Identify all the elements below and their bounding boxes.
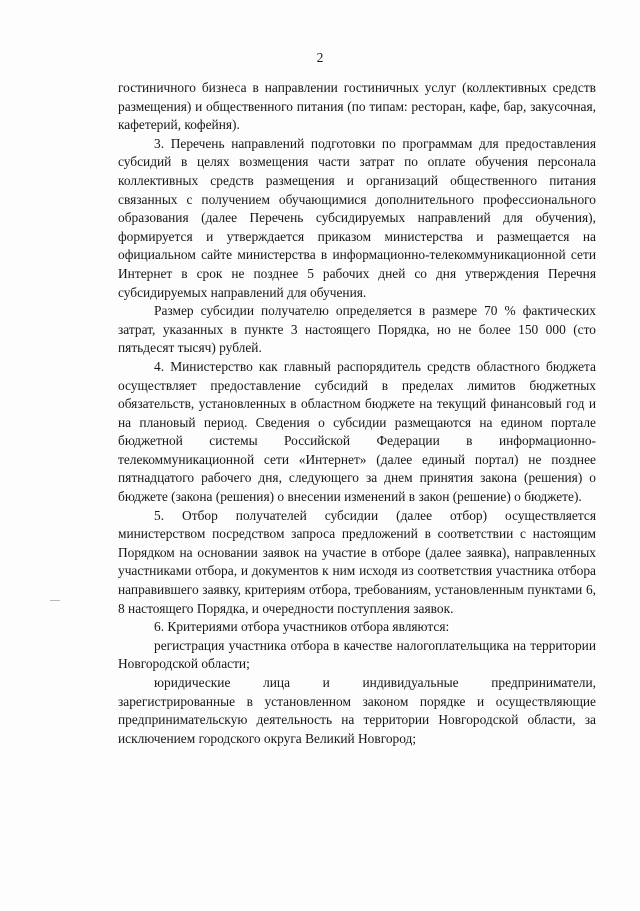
paragraph-item-6: 6. Критериями отбора участников отбора являются: <box>154 619 450 635</box>
paragraph-item-3: 3. Перечень направлений подготовки по программам для предоставления субсидий в целях возмещения части затрат по оплате обучения персонала коллективных средств размещения и организаций общественного питания связанных с получением обучающимися дополнительного профессионального образования (далее Перечень субсидируемых направлений для обучения), формируется и утверждается приказом министерства и размещается на официальном сайте министерства в информационно-телекоммуникационной сети Интернет в срок не позднее 5 рабочих дней со дня утверждения Перечня субсидируемых направлений для обучения. <box>118 135 596 300</box>
scan-margin-mark <box>50 600 60 601</box>
paragraph-item-5: 5. Отбор получателей субсидии (далее отбор) осуществляется министерством посредством запроса предложений в соответствии с настоящим Порядком на основании заявок на участие в отборе (далее заявка), направленных участниками отбора, и документов к ним исходя из соответствия участника отбора направившего заявку, критериям отбора, требованиям, установленным пунктами 6, 8 настоящего Порядка, и очередности поступления заявок. <box>118 507 596 616</box>
paragraph-criterion-legal-entities: юридические лица и индивидуальные предприниматели, зарегистрированные в установленном законом порядке и осуществляющие предпринимательскую деятельность на территории Новгородской области, за исключением городского округа Великий Новгород; <box>118 675 596 746</box>
page-number: 2 <box>316 50 324 65</box>
document-body <box>118 79 596 748</box>
paragraph-continuation: гостиничного бизнеса в направлении гостиничных услуг (коллективных средств размещения) и общественного питания (по типам: ресторан, кафе, бар, закусочная, кафетерий, кофейня). <box>118 80 596 133</box>
paragraph-item-4: 4. Министерство как главный распорядитель средств областного бюджета осуществляет предоставление субсидий в пределах лимитов бюджетных обязательств, установленных в областном бюджете на текущий финансовый год и на плановый период. Сведения о субсидии размещаются на едином портале бюджетной системы Российской Федерации в информационно-телекоммуникационной сети «Интернет» (далее единый портал) не позднее пятнадцатого рабочего дня, следующего за днем принятия закона (решения) о бюджете (закона (решения) о внесении изменений в закон (решение) о бюджете). <box>118 358 596 505</box>
paragraph-criterion-registration: регистрация участника отбора в качестве налогоплательщика на территории Новгородской области; <box>118 637 596 672</box>
paragraph-subsidy-size: Размер субсидии получателю определяется в размере 70 % фактических затрат, указанных в пункте 3 настоящего Порядка, но не более 150 000 (сто пятьдесят тысяч) рублей. <box>118 303 596 356</box>
